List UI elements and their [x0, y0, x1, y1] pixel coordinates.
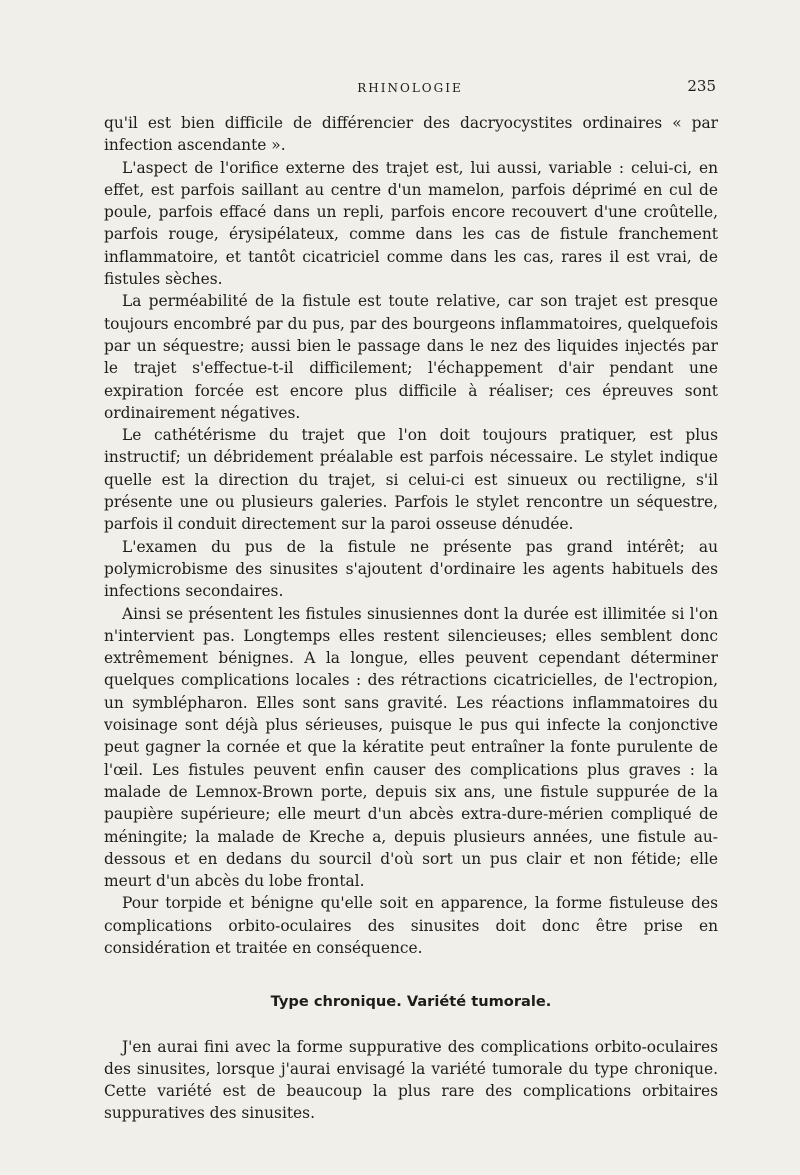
paragraph: La perméabilité de la fistule est toute relative, car son trajet est presque toujours encombré par du pus, par des bourgeons inflammatoires, quelquefois par un séquestre; aussi bien le passage dans le nez des liquides injectés par le trajet s'effectue-t-il difficilement; l'échappement d'air pendant une expiration forcée est encore plus difficile à réaliser; ces épreuves sont ordinairement négatives. — [104, 292, 718, 422]
running-head — [104, 77, 716, 99]
paragraph: L'examen du pus de la fistule ne présente pas grand intérêt; au polymicrobisme des sinusites s'ajoutent d'ordinaire les agents habituels des infections secondaires. — [104, 537, 718, 601]
section-heading: Type chronique. Variété tumorale. — [270, 993, 552, 1011]
paragraph: qu'il est bien difficile de différencier des dacryocystites ordinaires « par infection ascendante ». — [104, 114, 718, 155]
paragraph: L'aspect de l'orifice externe des trajet est, lui aussi, variable : celui-ci, en effet, est parfois saillant au centre d'un mamelon, parfois déprimé en cul de poule, parfois effacé dans un repli, parfois encore recouvert d'une croûtelle, parfois rouge, érysipélateux, comme dans les cas de fistule franchement inflammatoire, et tantôt cicatriciel comme dans les cas, rares il est vrai, de fistules sèches. — [104, 158, 718, 289]
body-text — [104, 112, 718, 1125]
running-title: RHINOLOGIE — [357, 81, 463, 95]
paragraph: Le cathétérisme du trajet que l'on doit toujours pratiquer, est plus instructif; un débridement préalable est parfois nécessaire. Le stylet indique quelle est la direction du trajet, si celui-ci est sinueux ou rectiligne, s'il présente une ou plusieurs galeries. Parfois le stylet rencontre un séquestre, parfois il conduit directement sur la paroi osseuse dénudée. — [104, 426, 718, 534]
page-number: 235 — [687, 77, 716, 95]
paragraph: Pour torpide et bénigne qu'elle soit en apparence, la forme fistuleuse des complications orbito-oculaires des sinusites doit donc être prise en considération et traitée en conséquence. — [104, 894, 718, 957]
paragraph: Ainsi se présentent les fistules sinusiennes dont la durée est illimitée si l'on n'intervient pas. Longtemps elles restent silencieuses; elles semblent donc extrêmement bénignes. A la longue, elles peuvent cependant déterminer quelques complications locales : des rétractions cicatricielles, de l'ectropion, un symblépharon. Elles sont sans gravité. Les réactions inflammatoires du voisinage sont déjà plus sérieuses, puisque le pus qui infecte la conjonctive peut gagner la cornée et que la kératite peut entraîner la fonte purulente de l'œil. Les fistules peuvent enfin causer des complications plus graves : la malade de Lemnox-Brown porte, depuis six ans, une fistule suppurée de la paupière supérieure; elle meurt d'un abcès extra-dure-mérien compliqué de méningite; la malade de Kreche a, depuis plusieurs années, une fistule au-dessous et en dedans du sourcil d'où sort un pus clair et non fétide; elle meurt d'un abcès du lobe frontal. — [104, 604, 718, 891]
paragraph: J'en aurai fini avec la forme suppurative des complications orbito-oculaires des sinusites, lorsque j'aurai envisagé la variété tumorale du type chronique. Cette variété est de beaucoup la plus rare des complications orbitaires suppuratives des sinusites. — [104, 1037, 718, 1123]
